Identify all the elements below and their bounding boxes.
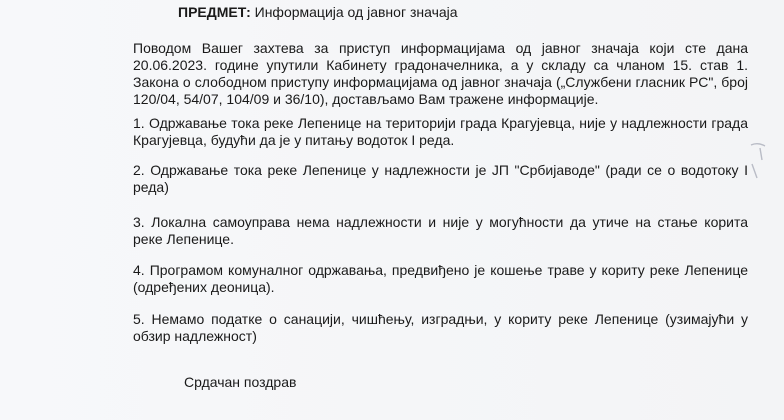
list-item-4 [133, 262, 748, 296]
closing-greeting: Срдачан поздрав [184, 374, 297, 390]
intro-line: Закона о слободном приступу информацијама од јавног значаја („Службени гласник РС", број [133, 74, 748, 90]
intro-paragraph [133, 40, 748, 108]
list-item-line: обзир надлежност) [133, 328, 257, 344]
list-item-line: (одређених деоница). [133, 279, 275, 295]
list-item-line: 5. Немамо податке о санацији, чишћењу, изградњи, у кориту реке Лепенице (узимајући у [133, 311, 748, 327]
pen-mark [748, 140, 768, 180]
list-item-2 [133, 162, 748, 196]
list-item-line: Крагујевца, будући да је у питању водоток I реда. [133, 132, 455, 148]
intro-line: 120/04, 54/07, 104/09 и 36/10), достављамо Вам тражене информације. [133, 91, 599, 107]
list-item-5 [133, 311, 748, 345]
intro-line: Поводом Вашег захтева за приступ информацијама од јавног значаја који сте дана [133, 40, 748, 56]
subject-label: ПРЕДМЕТ: [178, 4, 251, 20]
list-item-line: 1. Одржавање тока реке Лепенице на територији града Крагујевца, није у надлежности града [133, 115, 748, 131]
subject-text: Информација од јавног значаја [250, 4, 458, 20]
list-item-line: 2. Одржавање тока реке Лепенице у надлежности је ЈП "Србијаводе" (ради се о водотоку I [133, 162, 748, 178]
list-item-line: реда) [133, 179, 169, 195]
intro-line: 20.06.2023. године упутили Кабинету градоначелника, а у складу са чланом 15. став 1. [133, 57, 748, 73]
list-item-line: 4. Програмом комуналног одржавања, предвиђено је кошење траве у кориту реке Лепенице [133, 262, 748, 278]
list-item-line: реке Лепенице. [133, 231, 234, 247]
list-item-1 [133, 115, 748, 149]
list-item-3 [133, 214, 748, 248]
subject-line [178, 4, 458, 20]
list-item-line: 3. Локална самоуправа нема надлежности и није у могућности да утиче на стање корита [133, 214, 748, 230]
